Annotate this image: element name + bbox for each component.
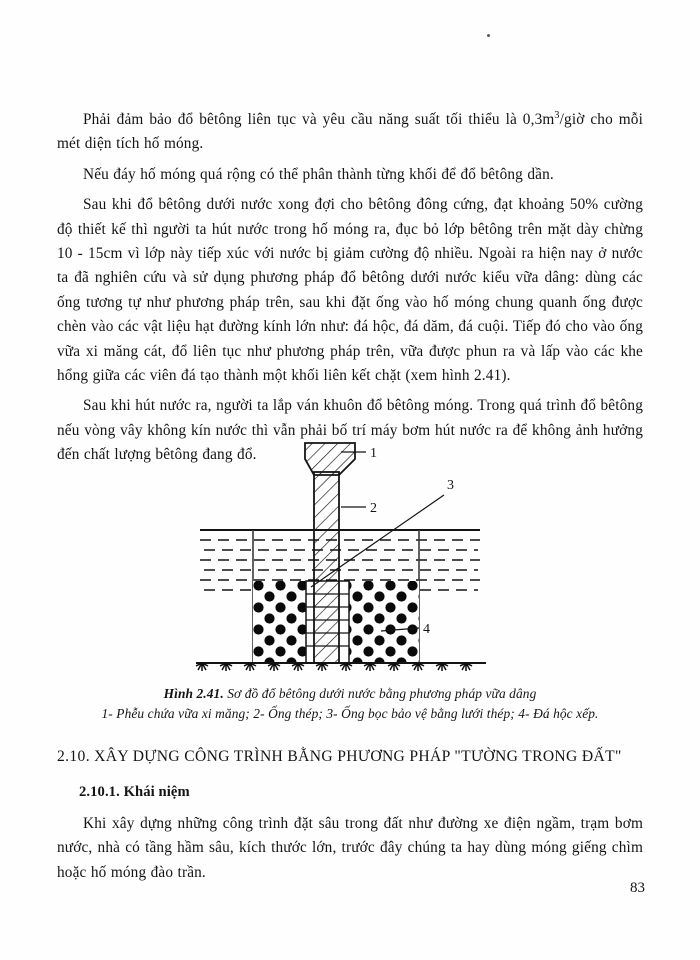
figure-geometry [196, 443, 486, 671]
paragraph-1-superscript: 3 [554, 109, 560, 121]
figure-caption-line-1 [50, 684, 650, 704]
paragraph-2: Nếu đáy hố móng quá rộng có thể phân thành từng khối để đổ bêtông dần. [83, 165, 554, 183]
section-heading: 2.10. XÂY DỰNG CÔNG TRÌNH BẰNG PHƯƠNG PHÁP "TƯỜNG TRONG ĐẤT" [57, 748, 622, 765]
cement-mortar-hopper [305, 443, 355, 475]
callout-number-1: 1 [370, 446, 377, 461]
figure-caption-line-2: 1- Phễu chứa vữa xi măng; 2- Ống thép; 3- Ống bọc bảo vệ bằng lưới thép; 4- Đá hộc xếp. [101, 705, 599, 721]
paragraph-3: Sau khi đổ bêtông dưới nước xong đợi cho bêtông đông cứng, đạt khoảng 50% cường độ thiết kế thì người ta hút nước trong hố móng ra, đục bỏ lớp bêtông trên mặt dày chừng 10 - 15cm vì lớp này tiếp xúc với nước bị giảm cường độ nhiều. Ngoài ra hiện nay ở nước ta đã nghiên cứu và sử dụng phương pháp đổ bêtông dưới nước kiểu vữa dâng: dùng các ống tương tự như phương pháp trên, sau khi đặt ống vào hố móng chung quanh ống được chèn vào các vật liệu hạt đường kính lớn như: đá hộc, đá dăm, đá cuội. Tiếp đó cho vào ống vữa xi măng cát, đổ liên tục như phương pháp trên, vữa được phun ra và lấp vào các khe hổng giữa các viên đá tạo thành một khối liên kết chặt (xem hình 2.41). [57, 196, 643, 385]
subsection-heading: 2.10.1. Khái niệm [79, 784, 190, 800]
figure-2-41-diagram [0, 437, 700, 677]
figure-svg [0, 437, 700, 677]
body-text-block [57, 108, 643, 468]
paragraph-5: Khi xây dựng những công trình đặt sâu trong đất như đường xe điện ngầm, trạm bơm nước, nhà có tầng hầm sâu, kích thước lớn, trước đây chúng ta hay dùng móng giếng chìm hoặc hố móng đào trần. [57, 815, 643, 881]
paragraph-1 [57, 108, 643, 157]
callout-number-2: 2 [370, 501, 377, 516]
figure-label: Hình 2.41. [163, 686, 224, 701]
figure-caption [50, 684, 650, 723]
rock-fill-right [349, 581, 419, 663]
steel-pipe [314, 472, 339, 663]
rock-fill-left [253, 581, 306, 663]
page-number: 83 [630, 880, 645, 896]
paragraph-1-text-b: /giờ cho mỗi mét diện tích hố móng. [57, 111, 643, 153]
bedrock-hatch-symbols [196, 663, 472, 671]
paragraph-1-text-a: Phải đảm bảo đổ bêtông liên tục và yêu cầu năng suất tối thiểu là 0,3m [83, 111, 555, 128]
callout-number-4: 4 [423, 622, 430, 637]
figure-caption-title: Sơ đồ đổ bêtông dưới nước bằng phương pháp vữa dâng [227, 686, 537, 701]
scan-artifact-speck [487, 34, 490, 37]
callout-number-3: 3 [447, 478, 454, 493]
closing-text-block [57, 812, 643, 885]
paragraph-4: Sau khi hút nước ra, người ta lắp ván khuôn đổ bêtông móng. Trong quá trình đổ bêtông nếu vòng vây không kín nước thì vẫn phải bố trí máy bơm hút nước ra để không ảnh hưởng đến chất lượng bêtông đang đổ. [57, 397, 643, 464]
